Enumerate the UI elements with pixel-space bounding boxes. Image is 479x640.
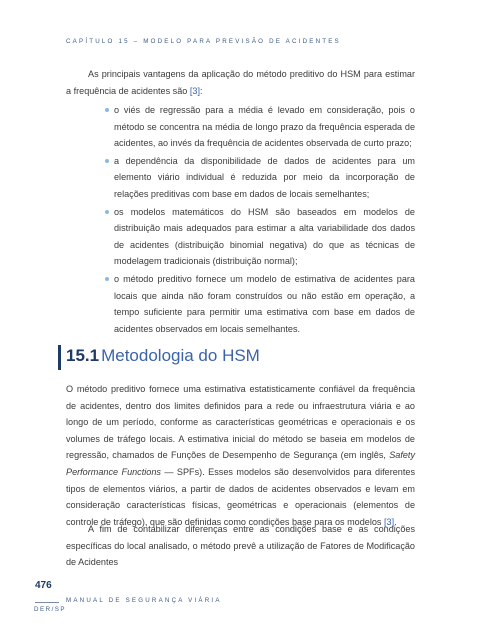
bullet-icon [105,159,109,163]
advantages-list [105,102,415,338]
list-item [105,153,415,203]
intro-paragraph [66,66,415,99]
list-item-text: o método preditivo fornece um modelo de estimativa de acidentes para locais que ainda não foram construídos ou não estão em operação, a tempo suficiente para permitir uma estimativa com base em dados de acidentes observados em locais semelhantes. [114,273,415,334]
bullet-icon [105,277,109,281]
section-title: Metodologia do HSM [101,346,260,365]
adjustment-paragraph: A fim de contabilizar diferenças entre as condições base e as condições específicas do local analisado, o método prevê a utilização de Fatores de Modificação de Acidentes [66,524,415,568]
section-accent-bar [58,345,61,370]
section-heading [66,344,260,368]
page-number: 476 [35,580,52,591]
list-item [105,102,415,152]
list-item [105,204,415,270]
paragraph-text: — SPFs). Esses modelos são desenvolvidos para diferentes tipos de elementos viários, a partir de dados de acidentes observados e levam em consideração características físicas, geométricas e operacionais (elementos de controle de tráfego), que são definidas como condições base para os modelos [66,466,415,527]
chapter-header: CAPÍTULO 15 – MODELO PARA PREVISÃO DE ACIDENTES [66,38,341,45]
footer-org: DER/SP [34,606,67,613]
list-item [105,271,415,337]
intro-text: As principais vantagens da aplicação do método preditivo do HSM para estimar a frequência de acidentes são [66,69,415,96]
list-item-text: os modelos matemáticos do HSM são baseados em modelos de distribuição mais adequados para estimar a alta variabilidade dos dados de acidentes (distribuição binomial negativa) do que as técnicas de modelagem tradicionais (distribuição normal); [114,206,415,267]
bullet-icon [105,108,109,112]
paragraph-text: O método preditivo fornece uma estimativa estatisticamente confiável da frequência de acidentes, dentro dos limites definidos para a rede ou infraestrutura viária e ao longo de um período, conforme as características geométricas e operacionais e os volumes de tráfego locais. A estimativa inicial do método se baseia em modelos de regressão, chamados de Funções de Desempenho de Segurança (em inglês, [66,384,415,461]
bullet-icon [105,210,109,214]
paragraph-italic-term: Safety Performance Functions [66,450,415,477]
section-number: 15.1 [66,346,100,365]
list-item-text: o viés de regressão para a média é levado em consideração, pois o método se concentra na média de longo prazo da frequência esperada de acidentes, ao invés da frequência de acidentes observada de curto prazo; [114,105,415,149]
methodology-paragraph [66,381,415,530]
list-item-text: a dependência da disponibilidade de dados de acidentes para um elemento viário individual é reduzida por meio da incorporação de relações preditivas com base em dados de locais semelhantes; [114,155,415,199]
intro-tail: : [200,85,203,96]
reference-link[interactable]: [3] [383,516,395,527]
footer-divider [35,602,59,603]
reference-link[interactable]: [3] [189,85,200,96]
paragraph-tail: . [394,516,397,527]
footer-title: MANUAL DE SEGURANÇA VIÁRIA [66,597,222,604]
